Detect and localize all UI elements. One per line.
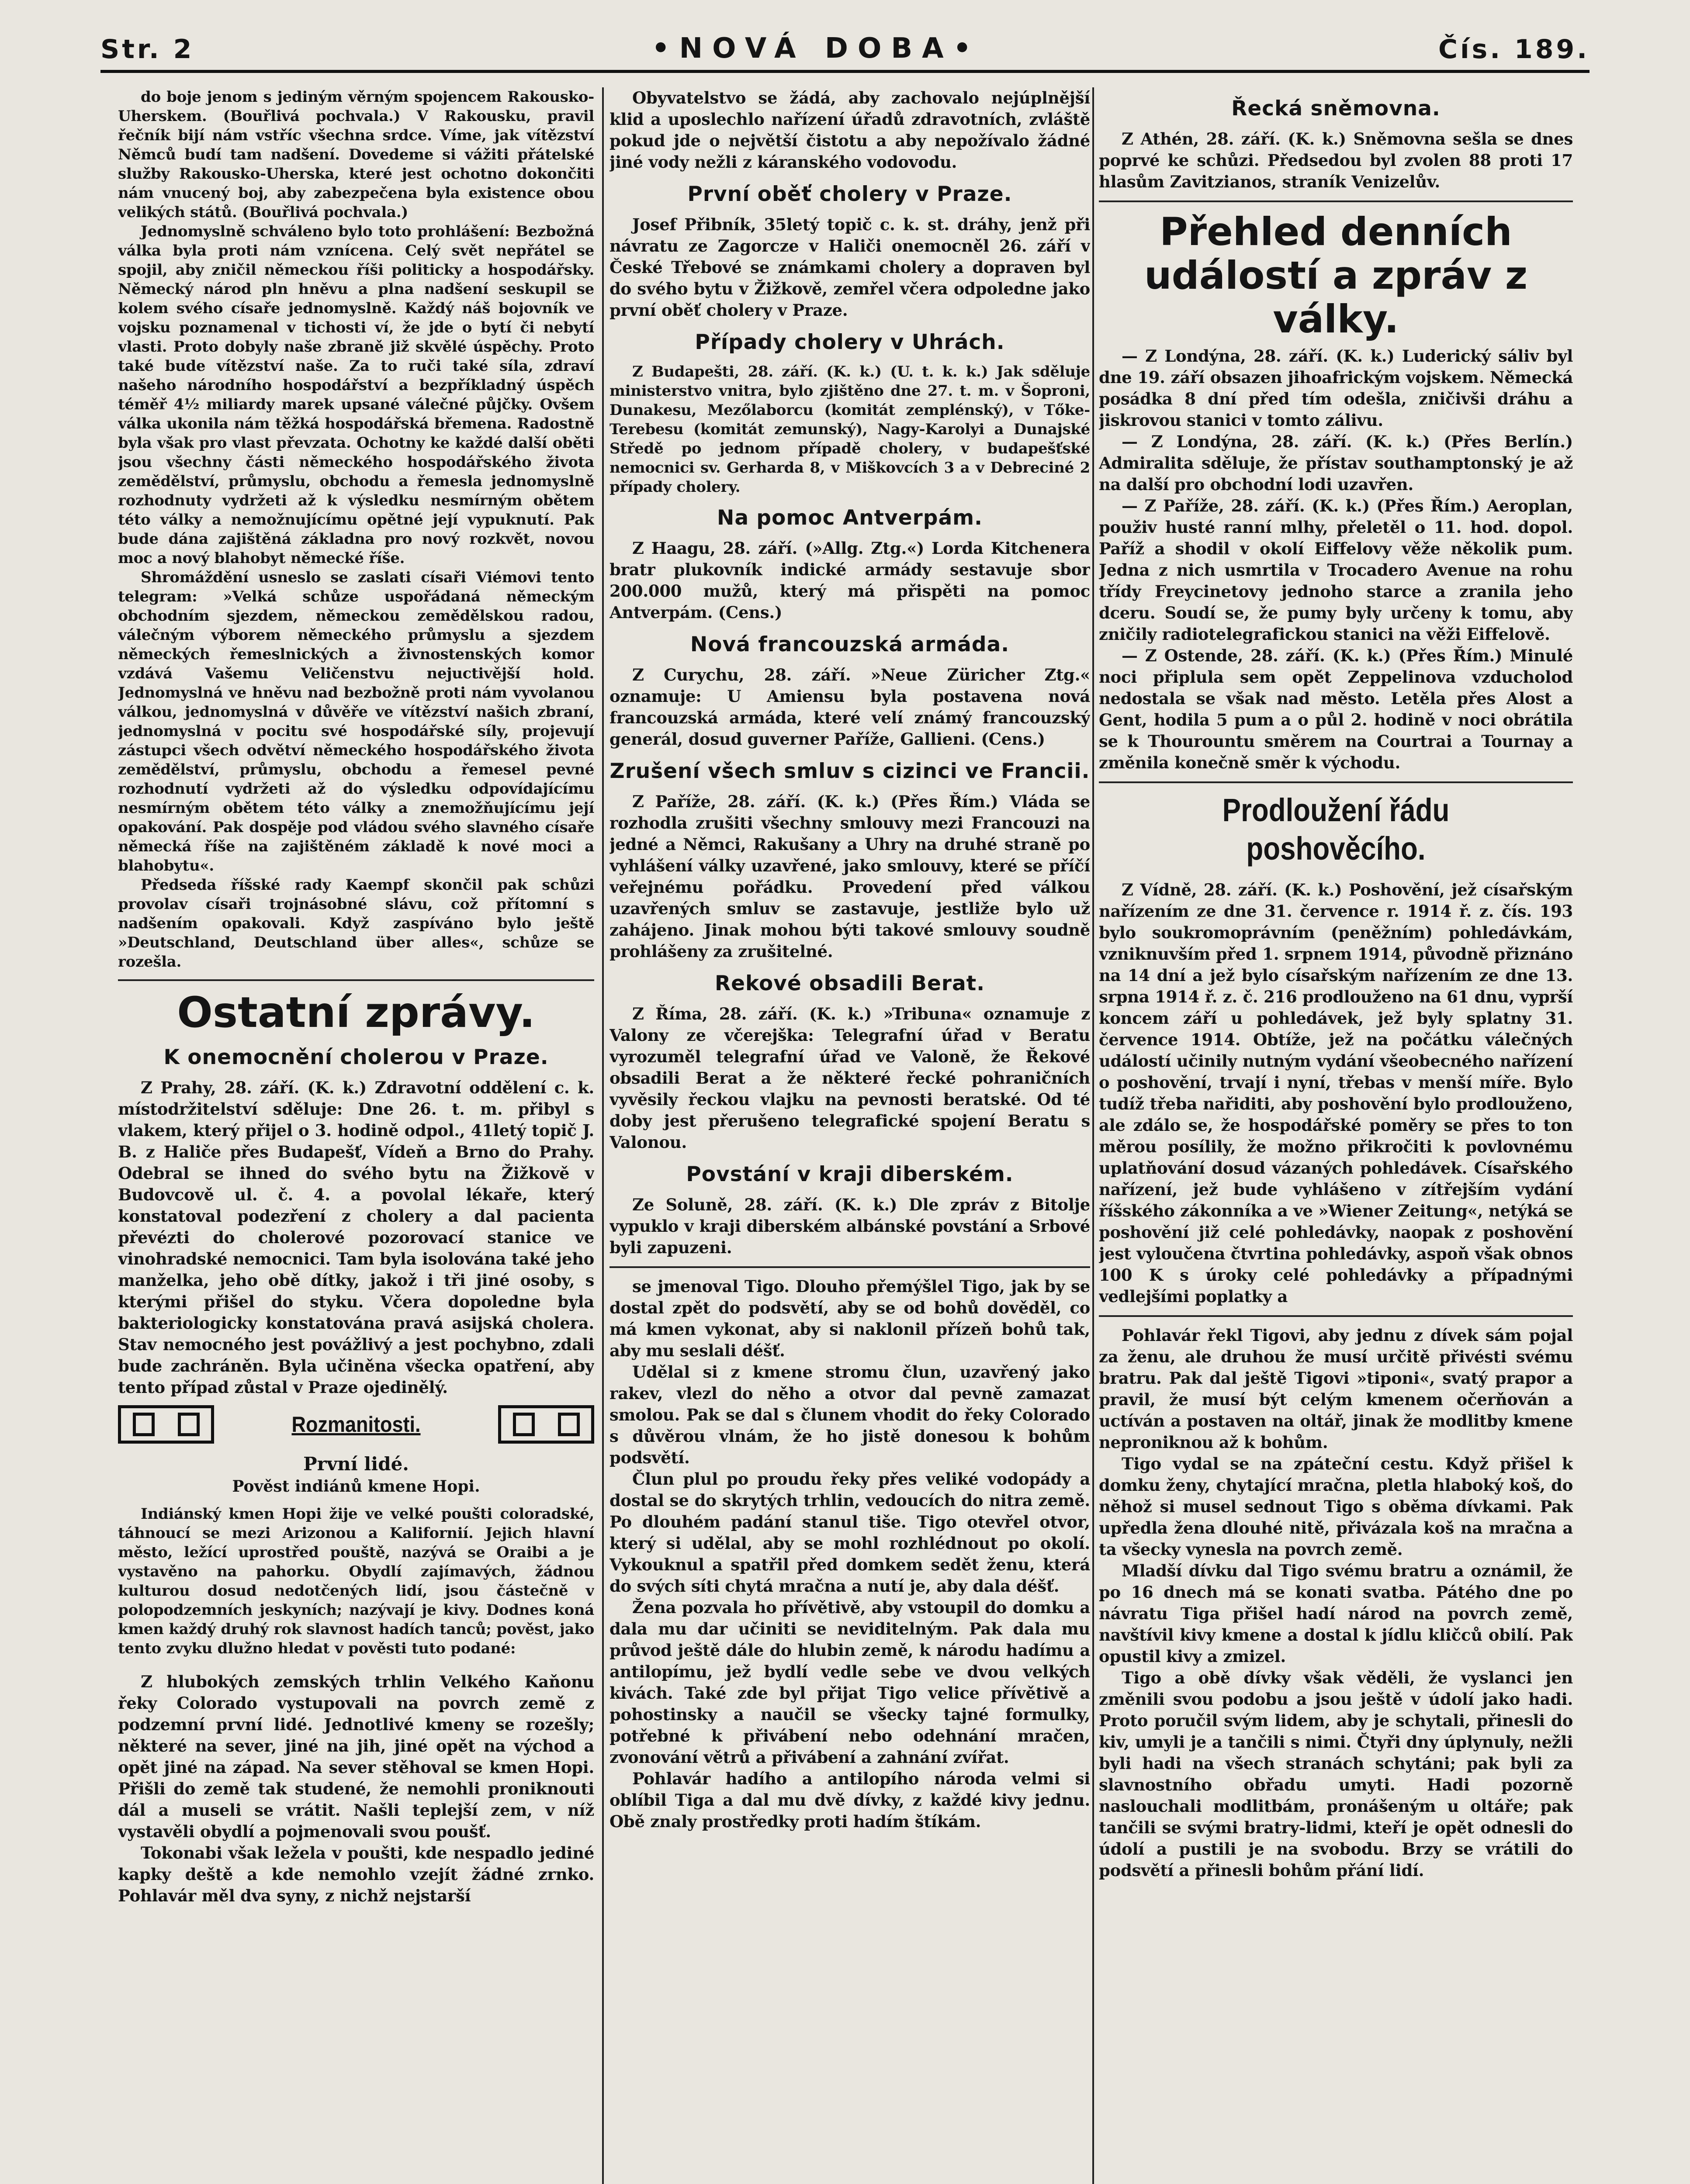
column-divider: [602, 87, 604, 2184]
article-text: Pohlavár hadího a antilopího národa velmi si oblíbil Tiga a dal mu dvě dívky, z každé kivy jednu. Obě znaly prostředky proti hadím štíkám.: [610, 1769, 1090, 1831]
article-text: do boje jenom s jediným věrným spojencem Rakousko-Uherskem. (Bouřlivá pochvala.) V Rakousku, pravil řečník bijí nám vstříc všechna srdce. Víme, jak vítězství Němců budí tam nadšení. Dovedeme si vážiti přátelské služby Rakousko-Uherska, které jest ochotno dokončiti nám vnucený boj, aby zabezpečena byla existence obou velikých států. (Bouřlivá pochvala.): [118, 88, 594, 221]
newspaper-title: •NOVÁ DOBA•: [651, 32, 981, 65]
article-text: — Z Paříže, 28. září. (K. k.) (Přes Řím.) Aeroplan, použiv husté ranní mlhy, přeletěl o 11. hod. dopol. Paříž a shodil v okolí Eiffelovy věže několik pum. Jedna z nich usmrtila v Trocadero Avenue na rohu třídy Freycinetovy jednoho starce a zranila jeho dceru. Soudí se, že pumy byly určeny k tomu, aby zničily radiotelegrafickou stanici na věži Eiffelově.: [1099, 496, 1573, 644]
article-text: Z Říma, 28. září. (K. k.) »Tribuna« oznamuje z Valony ze včerejška: Telegrafní úřad v Beratu vyrozuměl telegrafní úřad ve Valoně, že Řekové obsadili Berat a že některé řecké pohraničních vyvěsily řeckou vlajku na pevnosti beratské. Od té doby jest přerušeno telegrafické spojení Beratu s Valonou.: [610, 1004, 1090, 1152]
story-title: První lidé.: [303, 1453, 409, 1475]
article-headline: Řecká sněmovna.: [1231, 97, 1441, 121]
article-text: Josef Přibník, 35letý topič c. k. st. dráhy, jenž při návratu ze Zagorcze v Haliči onemocněl 26. září v České Třebové se známkami cholery a dopraven byl do svého bytu v Žižkově, zemřel včera odpoledne jako první oběť cholery v Praze.: [610, 215, 1090, 320]
section-banner: [118, 1405, 594, 1444]
column-middle: [610, 87, 1090, 2184]
article-text: Z Athén, 28. září. (K. k.) Sněmovna sešla se dnes poprvé ke schůzi. Předsedou byl zvolen 88 proti 17 hlasům Zavitzianos, straník Venizelův.: [1099, 129, 1573, 191]
section-label: Rozmanitosti.: [291, 1412, 421, 1437]
article-text: Předseda říšské rady Kaempf skončil pak schůzi provolav císaři trojnásobné slávu, což přítomní s nadšením opakovali. Když zaspíváno bylo ještě »Deutschland, Deutschland über alles«, schůze se rozešla.: [118, 876, 594, 971]
ornament-icon: [498, 1405, 594, 1444]
article-text: Z Paříže, 28. září. (K. k.) (Přes Řím.) Vláda se rozhodla zrušiti všechny smlouvy mezi Francouzi na jedné a Němci, Rakušany a Uhry na druhé straně po vyhlášení války uzavřené, jako smlouvy, které se příčí veřejnému pořádku. Provedení před válkou uzavřených smluv se zastavuje, jestliže bylo už zahájeno. Jinak mohou býti takové smlouvy soudně prohlášeny za zrušitelné.: [610, 792, 1090, 961]
article-text: Tigo a obě dívky však věděli, že vyslanci jen změnili svou podobu a jsou ještě v údolí jako hadi. Proto poručil svým lidem, aby je schytali, přinesli do kiv, umyli je a tančili s nimi. Čtyři dny úplynuly, nežli byli hadi na všech stranách schytáni; pak byli za slavnostního obřadu umyti. Hadi pozorně naslouchali modlitbám, pronášeným u oltáře; pak tančili se svými bratry-lidmi, kteří je opět odnesli do údolí a pustili je na svobodu. Brzy se vrátili do podsvětí a přinesli bohům přání lidí.: [1099, 1668, 1573, 1880]
article-headline: Zrušení všech smluv s cizinci ve Francii.: [610, 759, 1090, 783]
divider: [118, 979, 594, 981]
article-text: Tokonabi však ležela v poušti, kde nespadlo jediné kapky deště a kde nemohlo vzejít žádné zrnko. Pohlavár měl dva syny, z nichž nejstarší: [118, 1843, 594, 1905]
article-text: Udělal si z kmene stromu člun, uzavřený jako rakev, vlezl do něho a otvor dal pevně zamazat smolou. Pak se dal s člunem vhodit do řeky Colorado s důvěrou vlnám, že ho jistě donesou k bohům podsvětí.: [610, 1362, 1090, 1467]
article-text: — Z Ostende, 28. září. (K. k.) (Přes Řím.) Minulé noci připlula sem opět Zeppelinova vzducholoď nedostala se však nad město. Letěla přes Alost a Gent, hodila 5 pum a o půl 2. hodině v noci obrátila se k Thourountu směrem na Courtrai a Tournay a změnila konečně směr k východu.: [1099, 646, 1573, 772]
article-text: se jmenoval Tigo. Dlouho přemýšlel Tigo, jak by se dostal zpět do podsvětí, aby se od bohů dověděl, co má kmen vykonat, aby si naklonil přízeň bohů tak, aby mu seslali déšť.: [610, 1277, 1090, 1360]
article-text: Žena pozvala ho přívětivě, aby vstoupil do domku a dala mu dar učiniti se neviditelným. Pak dala mu průvod ještě dále do hlubin země, k národu hadímu a antilopímu, jež bydlí vedle sebe ve dvou velkých kivách. Také zde byl přijat Tigo velice přívětivě a pohostinsky a naučil se všecky tajné formulky, potřebné k přivábení nebo odehnání mračen, zvonování větrů a přivábení a zahnání zvířat.: [610, 1598, 1090, 1767]
article-headline: Případy cholery v Uhrách.: [695, 330, 1005, 354]
article-text: — Z Londýna, 28. září. (K. k.) Luderický sáliv byl dne 19. září obsazen jihoafrickým vojskem. Německá posádka 8 dní před tím odešla, zničivši dráhu a jiskrovou stanici v tomto zálivu.: [1099, 346, 1573, 430]
divider: [1099, 781, 1573, 783]
article-text: Obyvatelstvo se žádá, aby zachovalo nejúplnější klid a uposlechlo nařízení úřadů zdravotních, zvláště pokud jde o největší čistotu a aby nepožívalo žádné jiné vody nežli z káranského vodovodu.: [610, 88, 1090, 172]
section-heading: Přehled denních událostí a zpráv z války.: [1144, 209, 1528, 342]
article-headline: Na pomoc Antverpám.: [717, 506, 983, 530]
column-right: [1099, 87, 1573, 2184]
article-headline: Prodloužení řádu poshověcího.: [1222, 792, 1450, 867]
divider: [1099, 200, 1573, 202]
article-text: Shromáždění usneslo se zaslati císaři Viémovi tento telegram: »Velká schůze uspořádaná německým obchodním sjezdem, německou zemědělskou radou, válečným výborem německého průmyslu a sjezdem německých řemeslnických a živnostenských komor vzdává Vašemu Veličenstvu nejuctivější hold. Jednomyslná ve hněvu nad bezbožně proti nám vyvolanou válkou, jednomyslná v důvěře ve vítězství našich zbraní, jednomyslná v pocitu své hospodářské síly, projevují zástupci všech odvětví německého hospodářského života zemědělství, průmyslu, obchodu a řemesel pevné rozhodnutí vydržeti až do výsledku odpovídajícímu nesmírným obětem této války a znemožňujícímu její opakování. Pak dospěje pod vládou svého slavného císaře německá říše na zajištěném základě k nové moci a blahobytu«.: [118, 569, 594, 874]
page-number: Str. 2: [100, 34, 194, 65]
article-text: Z Vídně, 28. září. (K. k.) Poshovění, jež císařským nařízením ze dne 31. července r. 1914 ř. z. čís. 193 bylo soukromoprávním (peněžním) pohledávkám, vzniknuvším před 1. srpnem 1914, původně přiznáno na 14 dní a jež bylo císařským nařízením ze dne 13. srpna 1914 ř. z. č. 216 prodlouženo na 61 dnu, vyprší koncem září u pohledávek, jež byly splatny 31. července 1914. Obtíže, jež na počátku válečných událostí učinily nutným vydání všeobecného nařízení o poshovění, trvají i nyní, třebas v menší míře. Bylo tudíž třeba nařiditi, aby poshovění bylo prodlouženo, ale zdálo se, že hospodářské poměry se přes to ton měrou posílily, že možno přikročiti k povlovnému uplatňování dosud vázaných pohledávek. Císařského nařízení, jež bude vyhlášeno v zítřejším vydání říšského zákonníka a ve »Wiener Zeitung«, netýká se poshovění již celé pohledávky, naopak z poshovění jest vyloučena čtvrtina pohledávky, aspoň však obnos 100 K s úroky celé pohledávky a případnými vedlejšími poplatky a: [1099, 880, 1573, 1306]
column-left: [118, 87, 594, 2184]
issue-number: Čís. 189.: [1438, 34, 1590, 65]
article-text: Tigo vydal se na zpáteční cestu. Když přišel k domku ženy, chytající mračna, pletla hlaboký koš, do něhož si musel sednout Tigo s oběma dívkami. Pak upředla žena dlouhé nitě, přivázala koš na mračna a ta všecky vynesla na povrch země.: [1099, 1454, 1573, 1559]
divider: [610, 1266, 1090, 1268]
article-headline: Rekové obsadili Berat.: [714, 971, 985, 995]
story-subtitle: Pověst indiánů kmene Hopi.: [232, 1477, 480, 1496]
masthead: [100, 17, 1590, 73]
column-divider: [1092, 87, 1094, 2184]
article-text: Z Curychu, 28. září. »Neue Züricher Ztg.« oznamuje: U Amiensu byla postavena nová francouzská armáda, které velí známý francouzský generál, dosud guverner Paříže, Gallieni. (Cens.): [610, 665, 1090, 749]
article-text: — Z Londýna, 28. září. (K. k.) (Přes Berlín.) Admiralita sděluje, že přístav southamptonský je až na další pro obchodní lodi uzavřen.: [1099, 432, 1573, 494]
article-text: Člun plul po proudu řeky přes veliké vodopády a dostal se do skrytých trhlin, vedoucích do nitra země. Po dlouhém padání stanul tiše. Tigo otevřel otvor, který si udělal, aby se mohl rozhlédnout po okolí. Vykouknul a spatřil před domkem sedět ženu, která do svých síti chytá mračna a nutí je, aby dala déšť.: [610, 1469, 1090, 1596]
article-headline: Povstání v kraji diberském.: [686, 1162, 1014, 1186]
article-text: Ze Soluně, 28. září. (K. k.) Dle zpráv z Bitolje vypuklo v kraji diberském albánské povstání a Srbové byli zapuzeni.: [610, 1195, 1090, 1257]
article-headline: K onemocnění cholerou v Praze.: [163, 1045, 549, 1069]
article-text: Pohlavár řekl Tigovi, aby jednu z dívek sám pojal za ženu, ale druhou že musí určitě přivésti svému bratru. Pak dal ještě Tigovi »tiponi«, svatý prapor a pravil, že musí být celým kmenem očerňován a uctíván a postaven na oltář, jinak že modlitby kmene neproniknou až k bohům.: [1099, 1326, 1573, 1452]
article-text: Z Prahy, 28. září. (K. k.) Zdravotní oddělení c. k. místodržitelství sděluje: Dne 26. t. m. přibyl s vlakem, který přijel o 3. hodině odpol., 41letý topič J. B. z Haliče přes Budapešť, Vídeň a Brno do Prahy. Odebral se ihned do svého bytu na Žižkově v Budovcově ul. č. 4. a povolal lékaře, který konstatoval podezření z cholery a dal pacienta převézti do cholerové pozorovací stanice ve vinohradské nemocnici. Tam byla isolována také jeho manželka, jeho obě dítky, jakož i tři jiné osoby, s kterými přišel do styku. Včera dopoledne byla bakteriologicky konstatována pravá asijská cholera. Stav nemocného jest povážlivý a jest pochybno, zdali bude zachráněn. Byla učiněna všecka opatření, aby tento případ zůstal v Praze ojedinělý.: [118, 1078, 594, 1397]
article-text: Z hlubokých zemských trhlin Velkého Kaňonu řeky Colorado vystupovali na povrch země z podzemní první lidé. Jednotlivé kmeny se rozešly; některé na sever, jiné na jih, jiné opět na východ a opět jiné na západ. Na sever stěhoval se kmen Hopi. Přišli do země tak studené, že nemohli proniknouti dál a museli se vrátit. Našli teplejší zem, v níž vystavěli obydlí a pojmenovali svou poušť.: [118, 1672, 594, 1841]
ornament-icon: [118, 1405, 214, 1444]
divider: [1099, 1315, 1573, 1317]
article-text: Jednomyslně schváleno bylo toto prohlášení: Bezbožná válka byla proti nám vznícena. Celý svět nepřátel se spojil, aby zničil německou říši politicky a hospodářsky. Německý národ pln hněvu a plna nadšení seskupil se kolem svého císaře jednomyslně. Každý náš bojovník ve vojsku poznamenal v tichosti ví, že jde o bytí či nebytí vlasti. Proto dobyly naše zbraně již skvělé úspěchy. Proto také bude vítězství naše. Za to ruči také síla, zdraví našeho národního hospodářství a bezpříkladný úspěch téměř 4½ miliardy marek upsané válečné půjčky. Ovšem válka ukonila nám těžká hospodářská břemena. Radostně byla však pro vlast převzata. Ochotny ke každé další oběti jsou všechny části německého hospodářského života zemědělství, průmyslu, obchodu a řemesla jednomyslně rozhodnuty vydržeti až k výsledku nesmírným obětem této války a nemožnujícímu opětné její vypuknutí. Pak bude dána zajištěná základna pro nový rozkvět, novou moc a nový blahobyt německé říše.: [118, 223, 594, 567]
article-headline: První oběť cholery v Praze.: [687, 182, 1012, 206]
article-text: Indiánský kmen Hopi žije ve velké poušti coloradské, táhnoucí se mezi Arizonou a Kalifornií. Jejich hlavní město, ležící uprostřed pouště, nazývá se Oraibi a je vystavěno na pahorku. Obydlí zajímavých, žádnou kulturou dosud nedotčených lidí, jsou částečně v polopodzemních jeskyních; nazývají je kivy. Dodnes koná kmen každý druhý rok slavnost hadích tanců; pověst, jako tento zvyku dlužno hledat v pověsti tuto podané:: [118, 1505, 594, 1657]
article-text: Mladší dívku dal Tigo svému bratru a oznámil, že po 16 dnech má se konati svatba. Pátého dne po návratu Tiga přišel hadí národ na povrch země, navštívil kivy kmene a dostal k jídlu kličců obilí. Pak opustil kivy a zmizel.: [1099, 1561, 1573, 1666]
article-text: Z Budapešti, 28. září. (K. k.) (U. t. k. k.) Jak sděluje ministerstvo vnitra, bylo zjištěno dne 27. t. m. v Šoproni, Dunakesu, Mezőlaborcu (komitát zemplénský), v Tőke-Terebesu (komitát zemunský), Nagy-Karolyi a Dunajské Středě po jednom případě cholery, v budapešťské nemocnici sv. Gerharda 8, v Miškovcích 3 a v Debreciné 2 případy cholery.: [610, 363, 1090, 496]
article-headline: Nová francouzská armáda.: [690, 632, 1010, 657]
article-text: Z Haagu, 28. září. (»Allg. Ztg.«) Lorda Kitchenera bratr plukovník indické armády sestavuje sbor 200.000 mužů, který má přispěti na pomoc Antverpám. (Cens.): [610, 539, 1090, 622]
section-heading: Ostatní zprávy.: [177, 988, 535, 1037]
